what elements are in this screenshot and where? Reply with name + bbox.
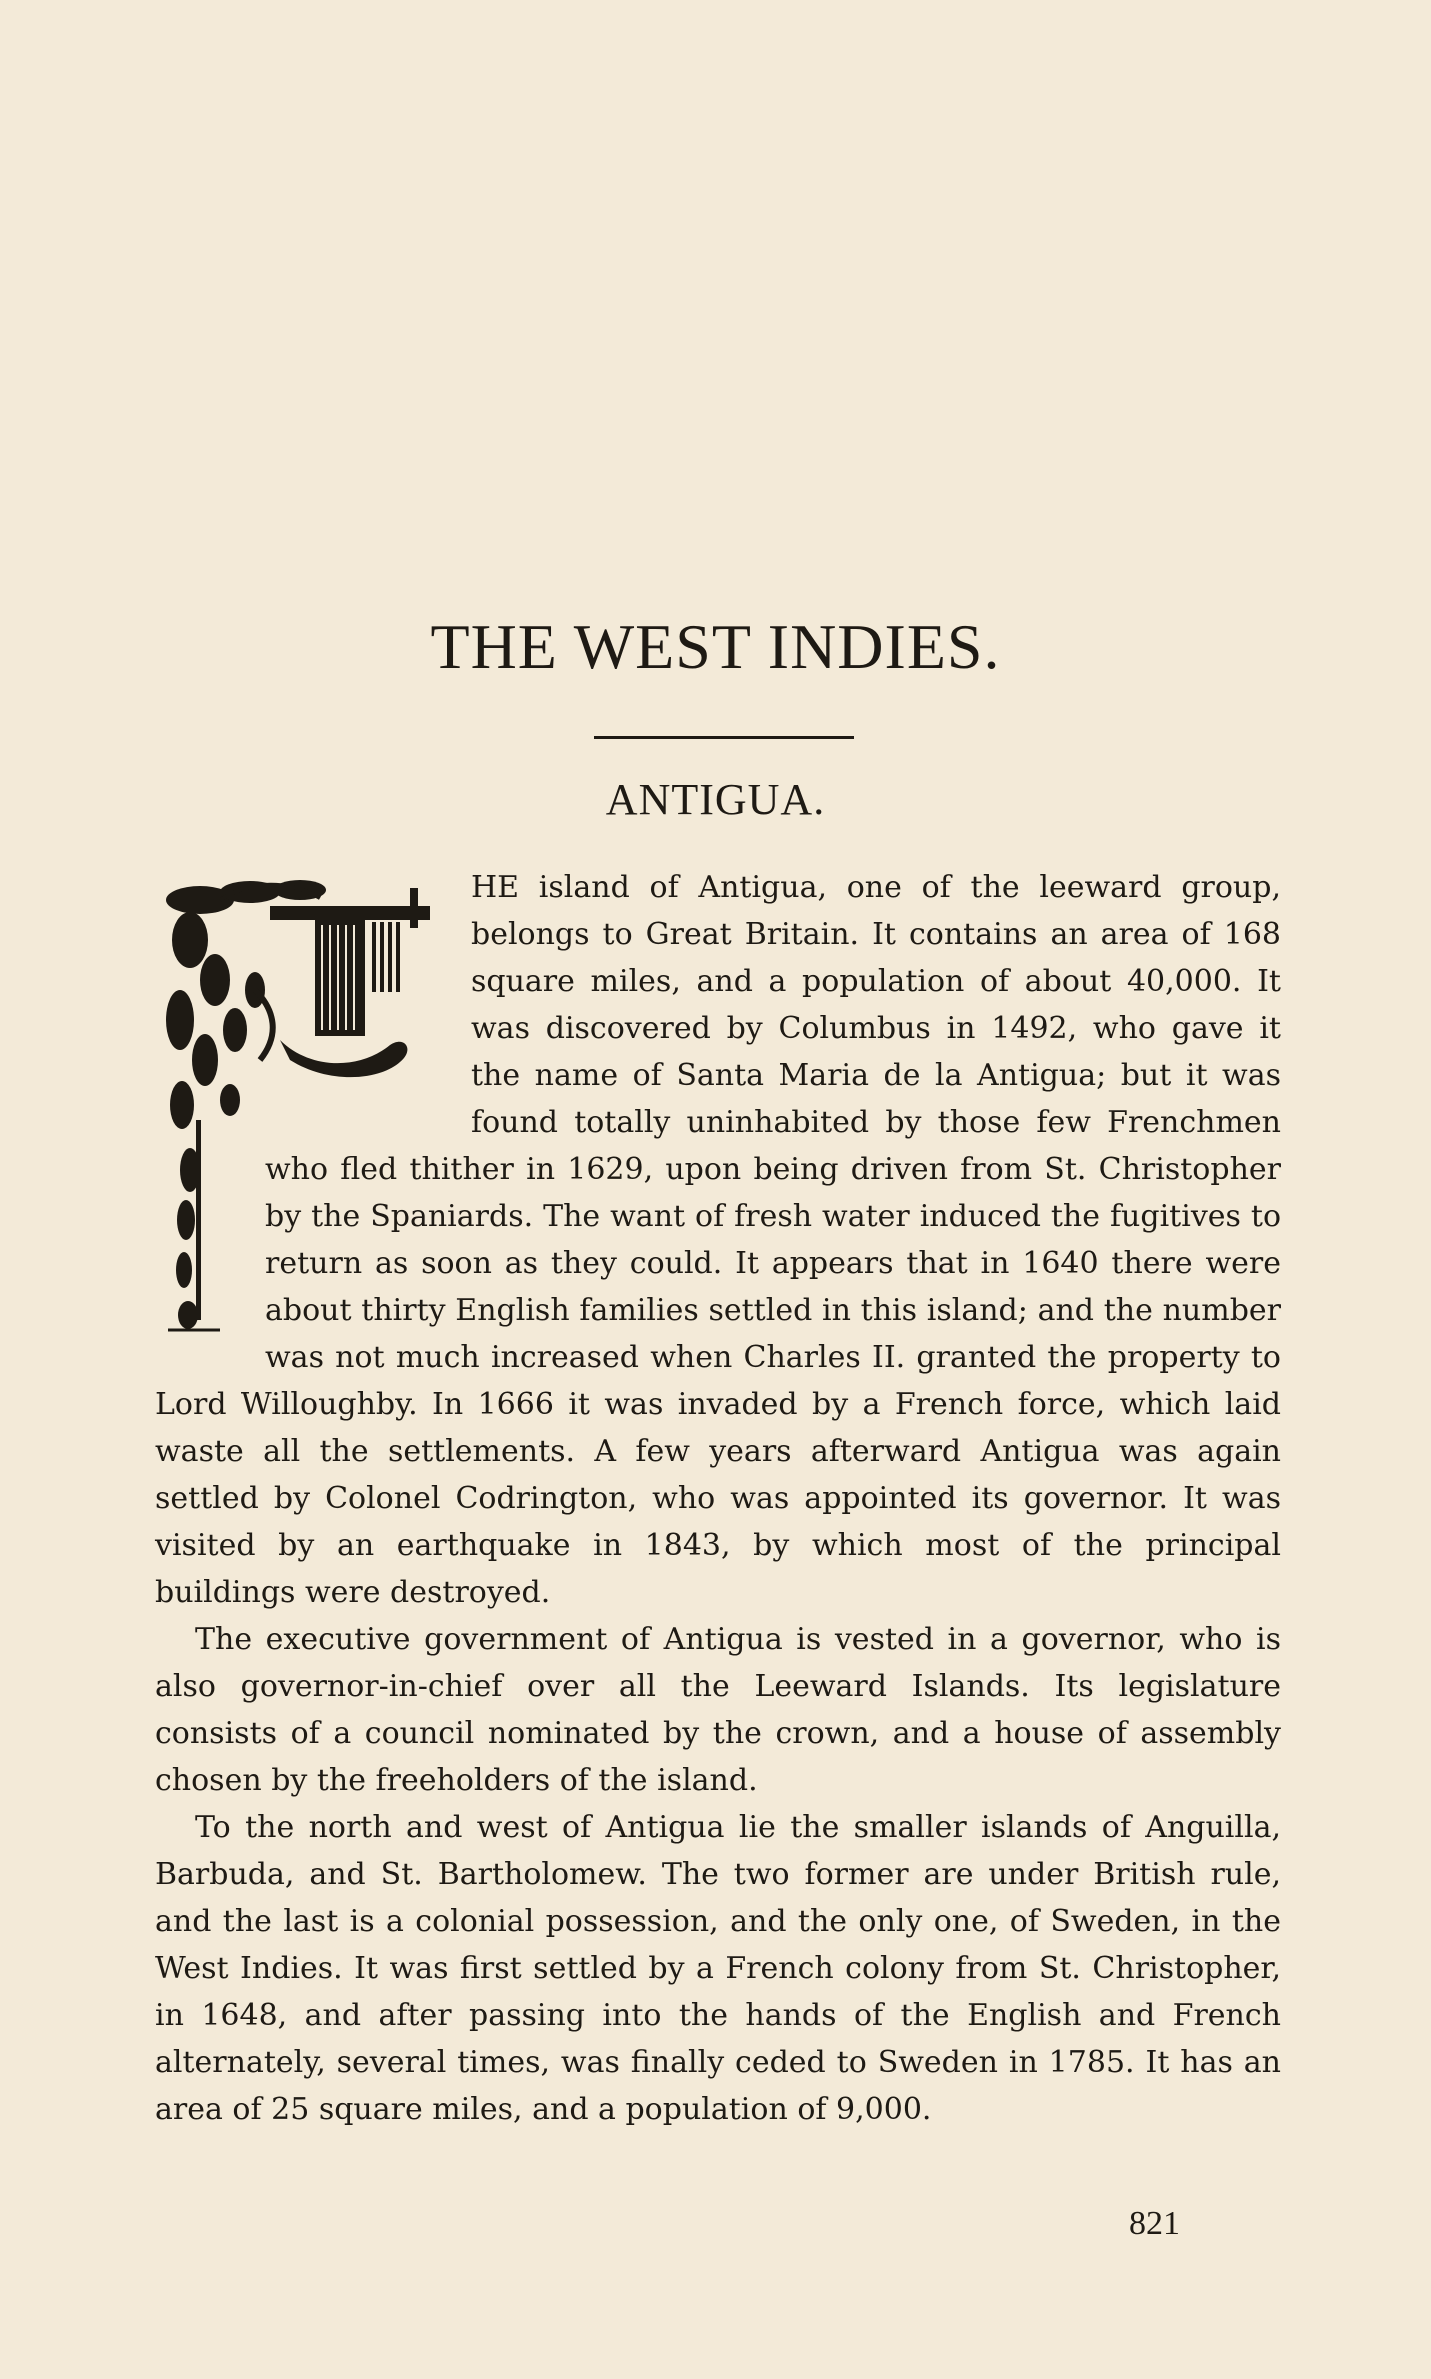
paragraph: HE island of Antigua, one of the leeward group, belongs to Great Britain. It contains an area of 168 square miles, and a population of about 40,000. It was discovered by Columbus in 1492, who gave it the name of Santa Maria de la Antigua; but it was found totally uninhabited by those few Frenchmen who fled thither in 1629, upon being driven from St. Christopher by the Spaniards. The want of fresh water induced the fugitives to return as soon as they could. It appears that in 1640 there were about thirty English families settled in this island; and the number was not much increased when Charles II. granted the property to Lord Willoughby. In 1666 it was invaded by a French force, which laid waste all the settlements. A few years afterward Antigua was again settled by Colonel Codrington, who was appointed its governor. It was visited by an earthquake in 1843, by which most of the principal buildings were destroyed. xyxy=(155,870,1281,1610)
title-divider xyxy=(594,736,854,739)
paragraph: To the north and west of Antigua lie the smaller islands of Anguilla, Barbuda, and St. Bartholomew. The two former are under British rule, and the last is a colonial possession, and the only one, of Sweden, in the West Indies. It was first settled by a French colony from St. Christopher, in 1648, and after passing into the hands of the English and French alternately, several times, was finally ceded to Sweden in 1785. It has an area of 25 square miles, and a population of 9,000. xyxy=(155,1810,1281,2127)
paragraph: The executive government of Antigua is vested in a governor, who is also governor-in-chief over all the Leeward Islands. Its legislature consists of a council nominated by the crown, and a house of assembly chosen by the freeholders of the island. xyxy=(155,1622,1281,1798)
page-title: THE WEST INDIES. xyxy=(430,611,1001,682)
page-number: 821 xyxy=(1129,2205,1180,2242)
section-heading: ANTIGUA. xyxy=(605,775,826,824)
article-body xyxy=(155,864,1281,2133)
